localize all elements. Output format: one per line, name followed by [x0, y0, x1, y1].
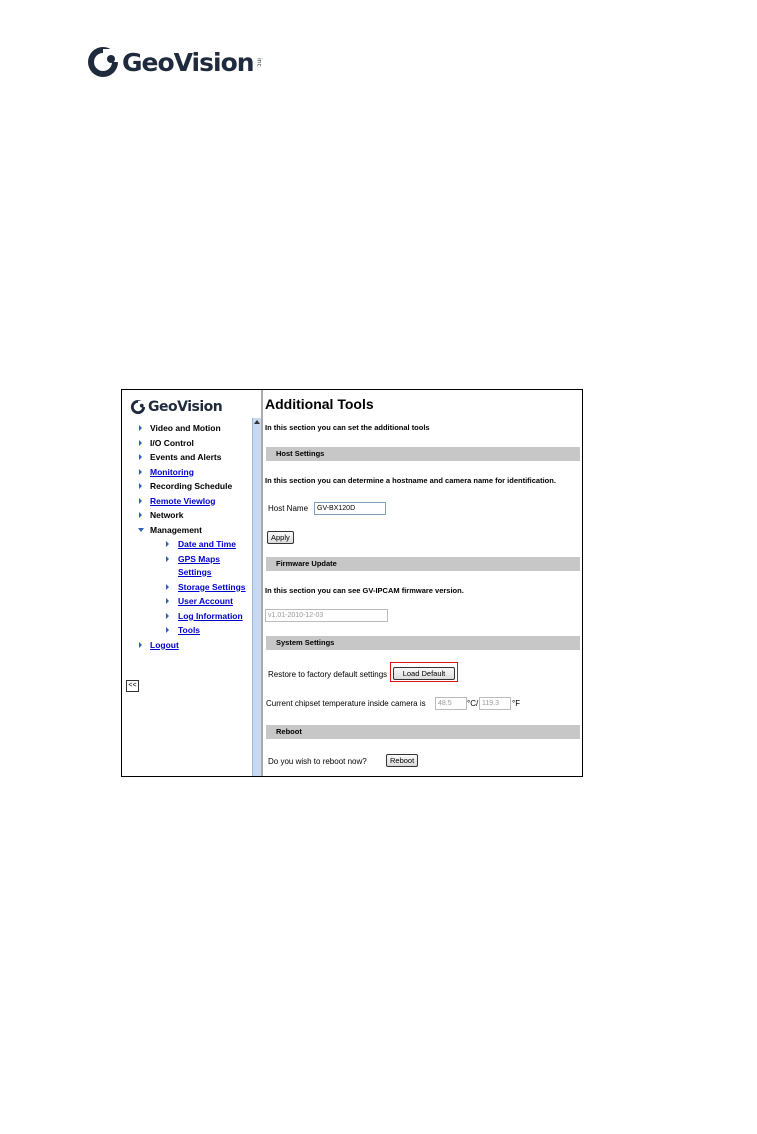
arrow-right-icon	[139, 498, 142, 504]
collapse-sidebar-button[interactable]: <<	[126, 680, 139, 692]
brand-name: GeoVision	[122, 47, 254, 77]
firmware-update-header: Firmware Update	[266, 557, 580, 571]
arrow-down-icon	[138, 528, 144, 532]
arrow-right-icon	[166, 584, 169, 590]
fahrenheit-unit: °F	[512, 699, 521, 708]
arrow-right-icon	[139, 469, 142, 475]
arrow-right-icon	[166, 541, 169, 547]
temperature-celsius-field: 48.5	[435, 697, 467, 710]
arrow-right-icon	[166, 627, 169, 633]
geovision-logo-icon	[130, 399, 146, 415]
tools-link[interactable]: Tools	[178, 625, 201, 635]
arrow-right-icon	[139, 440, 142, 446]
host-settings-desc: In this section you can determine a hostname and camera name for identification.	[265, 476, 556, 485]
date-and-time-link[interactable]: Date and Time	[178, 539, 236, 549]
host-settings-header: Host Settings	[266, 447, 580, 461]
sidebar-item-remote-viewlog[interactable]	[136, 495, 246, 510]
gps-maps-link[interactable]: GPS Maps	[178, 553, 221, 564]
sidebar-item-management[interactable]: Management	[136, 524, 246, 539]
sidebar-item-video-and-motion[interactable]: Video and Motion	[136, 422, 246, 437]
user-account-link[interactable]: User Account	[178, 596, 233, 606]
arrow-right-icon	[139, 642, 142, 648]
sidebar-subitem-gps-maps-settings[interactable]	[136, 553, 246, 581]
restore-default-label: Restore to factory default settings	[268, 670, 388, 679]
main-content	[264, 390, 582, 776]
storage-settings-link[interactable]: Storage Settings	[178, 581, 246, 592]
system-settings-header: System Settings	[266, 636, 580, 650]
gps-settings-link[interactable]: Settings	[178, 566, 212, 577]
sidebar-item-monitoring[interactable]	[136, 466, 246, 481]
sidebar-subitem-log-information[interactable]	[136, 610, 246, 625]
firmware-desc: In this section you can see GV-IPCAM firmware version.	[265, 586, 464, 595]
arrow-right-icon	[166, 613, 169, 619]
sidebar-item-network[interactable]: Network	[136, 509, 246, 524]
frame-divider	[261, 390, 263, 776]
celsius-unit: °C/	[467, 699, 479, 708]
geovision-logo-icon	[86, 45, 120, 79]
monitoring-link[interactable]: Monitoring	[150, 466, 194, 477]
sidebar-item-logout[interactable]	[136, 639, 246, 654]
sidebar-brand-name: GeoVision	[148, 399, 223, 415]
chipset-temperature-label: Current chipset temperature inside camera is	[266, 699, 426, 708]
brand-suffix: inc	[255, 57, 263, 67]
load-default-button[interactable]: Load Default	[393, 667, 455, 680]
camera-web-ui	[121, 389, 583, 777]
reboot-button[interactable]: Reboot	[386, 754, 418, 767]
sidebar-subitem-tools[interactable]	[136, 624, 246, 639]
apply-button[interactable]: Apply	[267, 531, 294, 544]
firmware-version-field: v1.01-2010-12-03	[265, 609, 388, 622]
arrow-right-icon	[166, 598, 169, 604]
arrow-right-icon	[139, 425, 142, 431]
sidebar-logo	[130, 399, 222, 415]
temperature-fahrenheit-field: 119.3	[479, 697, 511, 710]
arrow-right-icon	[166, 556, 169, 562]
remote-viewlog-link[interactable]: Remote Viewlog	[150, 495, 216, 506]
host-name-field[interactable]: GV-BX120D	[314, 502, 386, 515]
sidebar-item-io-control[interactable]: I/O Control	[136, 437, 246, 452]
logout-link[interactable]: Logout	[150, 639, 179, 650]
sidebar-subitem-user-account[interactable]	[136, 595, 246, 610]
arrow-right-icon	[139, 483, 142, 489]
page-intro: In this section you can set the additional tools	[265, 423, 430, 432]
sidebar	[122, 390, 252, 776]
sidebar-subitem-storage-settings[interactable]	[136, 581, 246, 596]
page-title: Additional Tools	[265, 396, 374, 412]
sidebar-item-recording-schedule[interactable]: Recording Schedule	[136, 480, 246, 495]
reboot-question: Do you wish to reboot now?	[268, 757, 367, 766]
geovision-logo	[86, 42, 263, 82]
sidebar-nav	[136, 422, 246, 653]
arrow-right-icon	[139, 454, 142, 460]
arrow-right-icon	[139, 512, 142, 518]
sidebar-subitem-date-and-time[interactable]	[136, 538, 246, 553]
log-information-link[interactable]: Log Information	[178, 610, 243, 621]
reboot-header: Reboot	[266, 725, 580, 739]
sidebar-item-events-and-alerts[interactable]: Events and Alerts	[136, 451, 246, 466]
host-name-label: Host Name	[268, 504, 309, 513]
scroll-up-icon[interactable]	[254, 420, 260, 424]
